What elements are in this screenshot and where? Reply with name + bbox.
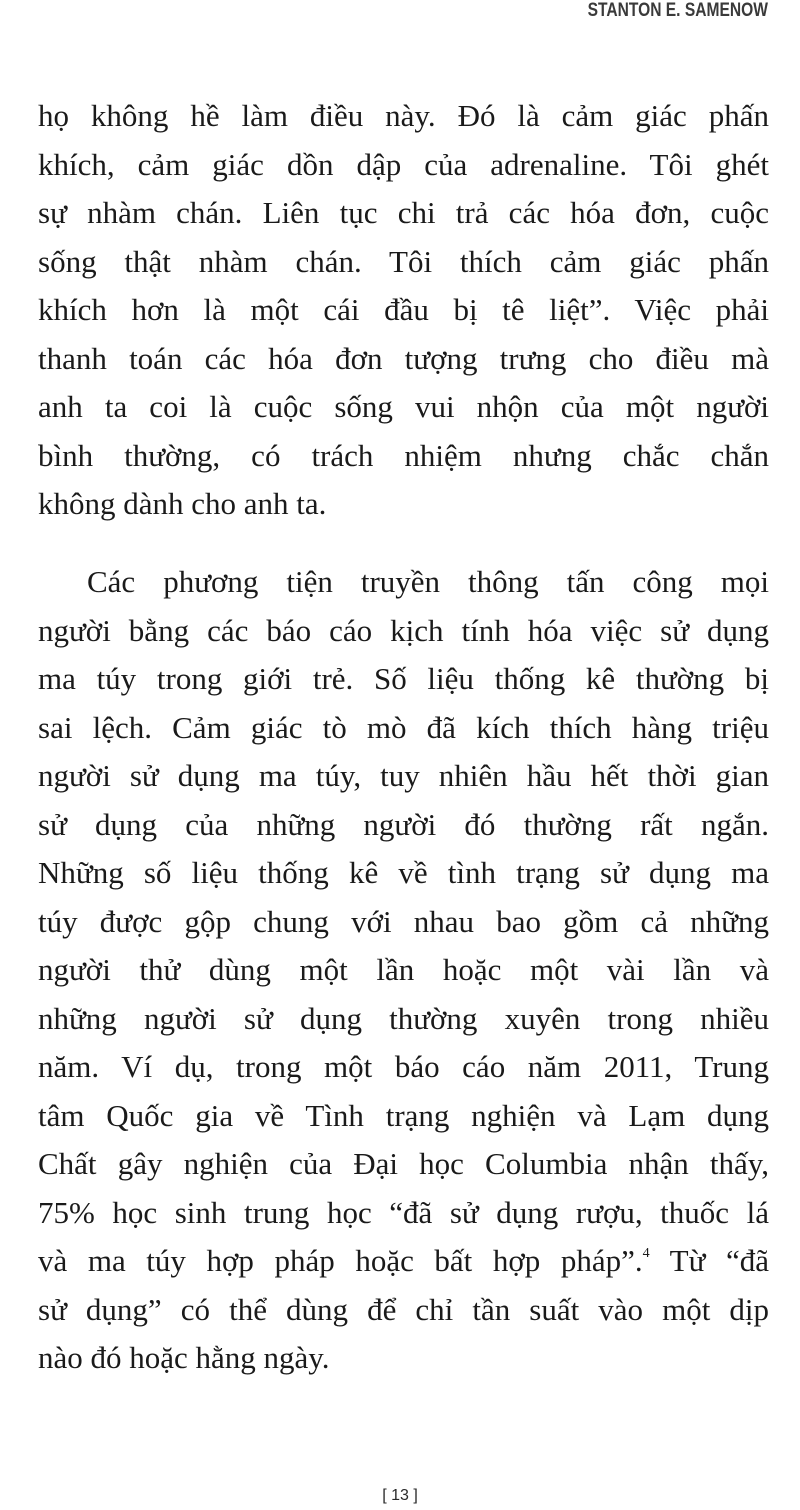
text-line: sử dụng của những người đó thường rất ngắn. [38,806,769,842]
running-header-author: STANTON E. SAMENOW [587,0,768,21]
text-line: người sử dụng ma túy, tuy nhiên hầu hết thời gian [38,758,769,793]
text-line: ma túy trong giới trẻ. Số liệu thống kê thường bị [38,661,769,696]
text-line: sử dụng” có thể dùng để chỉ tần suất vào một dịp [38,1291,769,1327]
text-line: 75% học sinh trung học “đã sử dụng rượu, thuốc lá [38,1194,769,1230]
text-line: khích hơn là một cái đầu bị tê liệt”. Việc phải [38,292,769,327]
text-line: không dành cho anh ta. [38,486,327,521]
text-line: Chất gây nghiện của Đại học Columbia nhận thấy, [38,1146,769,1181]
page-number: [ 13 ] [382,1487,418,1504]
text-segment: và ma túy hợp pháp hoặc bất hợp pháp”. [38,1243,643,1278]
text-line: tâm Quốc gia về Tình trạng nghiện và Lạm dụng [38,1097,769,1133]
text-line: Các phương tiện truyền thông tấn công mọi [87,564,769,599]
text-line: Những số liệu thống kê về tình trạng sử dụng ma [38,855,769,890]
text-line: người thử dùng một lần hoặc một vài lần và [38,952,769,987]
text-line: sai lệch. Cảm giác tò mò đã kích thích hàng triệu [38,709,769,745]
paragraph-2 [38,558,769,1383]
text-line: bình thường, có trách nhiệm nhưng chắc chắn [38,437,769,473]
footnote-reference[interactable]: 4 [642,1246,650,1261]
text-line: khích, cảm giác dồn dập của adrenaline. Tôi ghét [38,146,769,182]
text-line: họ không hề làm điều này. Đó là cảm giác phấn [38,98,769,133]
paragraph-1 [38,92,769,529]
text-line: anh ta coi là cuộc sống vui nhộn của một người [38,389,769,424]
text-line: năm. Ví dụ, trong một báo cáo năm 2011, Trung [38,1049,769,1084]
text-line: sống thật nhàm chán. Tôi thích cảm giác phấn [38,243,769,279]
text-line: những người sử dụng thường xuyên trong nhiều [38,1000,769,1036]
text-line: người bằng các báo cáo kịch tính hóa việc sử dụng [38,612,769,648]
text-line: túy được gộp chung với nhau bao gồm cả những [38,903,769,939]
text-line: nào đó hoặc hằng ngày. [38,1340,330,1375]
text-line: thanh toán các hóa đơn tượng trưng cho điều mà [38,340,769,376]
text-line-with-footnote [38,1237,769,1286]
text-segment: Từ “đã [649,1243,769,1278]
text-line: sự nhàm chán. Liên tục chi trả các hóa đơn, cuộc [38,195,769,230]
